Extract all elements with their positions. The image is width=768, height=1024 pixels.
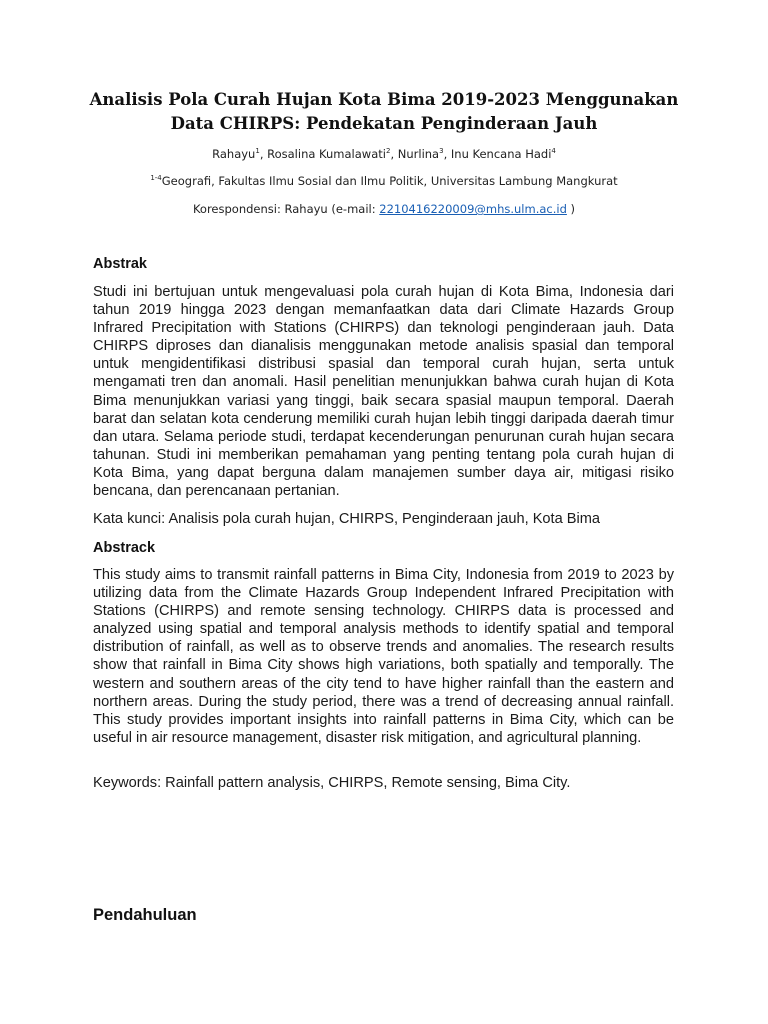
author-affiliation-number: 1 [255,147,260,156]
correspondence-suffix: ) [566,202,576,216]
paper-title [60,88,708,136]
affiliation-range: 1-4 [150,174,162,183]
correspondence-prefix: Korespondensi: Rahayu (e-mail: [192,202,380,216]
author-affiliation-number: 4 [551,147,556,156]
section-heading-pendahuluan: Pendahuluan [93,906,197,924]
author-affiliation-number: 2 [385,147,391,156]
abstrak-heading: Abstrak [93,256,147,272]
abstrak-body: Studi ini bertujuan untuk mengevaluasi pola curah hujan di Kota Bima, Indonesia dari tahun 2019 hingga 2023 dengan memanfaatkan data dari Climate Hazards Group Infrared Precipitation with Stations (CHIRPS) dan teknologi penginderaan jauh. Data CHIRPS diproses dan dianalisis menggunakan metode analisis spasial dan temporal untuk mengidentifikasi distribusi spasial dan temporal curah hujan, serta untuk mengamati tren dan anomali. Hasil penelitian menunjukkan bahwa curah hujan di Kota Bima menunjukkan variasi yang tinggi, baik secara spasial maupun temporal. Daerah barat dan selatan kota cenderung memiliki curah hujan lebih tinggi daripada daerah timur dan utara. Selama periode studi, terdapat kecenderungan penurunan curah hujan secara tahunan. Studi ini memberikan pemahaman yang penting tentang pola curah hujan di Kota Bima, yang dapat berguna dalam manajemen sumber daya air, mitigasi risiko bencana, dan perencanaan pertanian. [93,284,674,500]
paper-title-line-1: Analisis Pola Curah Hujan Kota Bima 2019-2023 Menggunakan [89,90,679,109]
author-name: Rahayu [212,147,256,161]
affiliation [60,173,708,189]
author-name: Rosalina Kumalawati [267,147,386,161]
affiliation-text: Geografi, Fakultas Ilmu Sosial dan Ilmu Politik, Universitas Lambung Mangkurat [161,174,618,188]
author-list: Rahayu$^1$, Rosalina Kumalawati$^2$, Nurlina$^3$, Inu Kencana Hadi$^4$ [212,147,556,161]
author-name: Nurlina [397,147,440,161]
abstract-body: This study aims to transmit rainfall patterns in Bima City, Indonesia from 2019 to 2023 by utilizing data from the Climate Hazards Group Independent Infrared Precipitation with Stations (CHIRPS) and remote sensing technology. CHIRPS data is processed and analyzed using spatial and temporal analysis methods to identify spatial and temporal distribution of rainfall, as well as to observe trends and anomalies. The research results show that rainfall in Bima City shows high variations, both spatially and temporally. The western and southern areas of the city tend to have higher rainfall than the eastern and northern areas. During the study period, there was a trend of decreasing annual rainfall. This study provides important insights into rainfall patterns in Bima City, which can be useful in air resource management, disaster risk mitigation, and agricultural planning. [93,567,674,746]
abstract-heading: Abstrack [93,540,156,556]
author-affiliation-number: 3 [439,147,444,156]
abstract-keywords: Keywords: Rainfall pattern analysis, CHIRPS, Remote sensing, Bima City. [93,775,571,791]
abstrak-keywords: Kata kunci: Analisis pola curah hujan, CHIRPS, Penginderaan jauh, Kota Bima [93,511,601,527]
correspondence [60,201,708,217]
paper-title-line-2: Data CHIRPS: Pendekatan Penginderaan Jauh [170,114,598,133]
email-link[interactable]: 2210416220009@mhs.ulm.ac.id [379,202,567,216]
author-name: Inu Kencana Hadi [450,147,552,161]
